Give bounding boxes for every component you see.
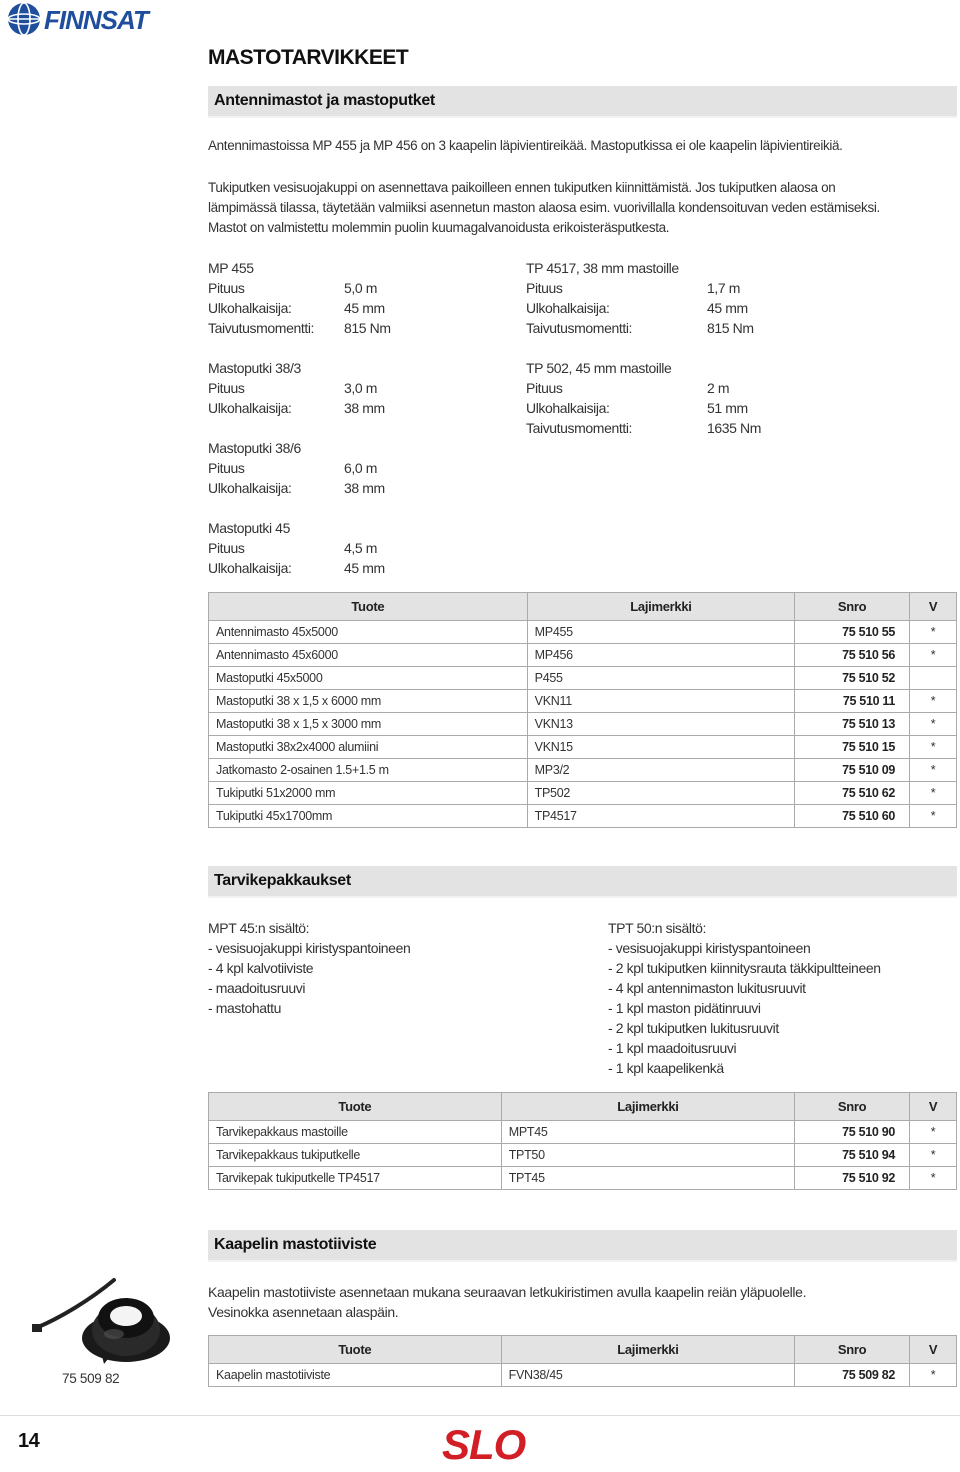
cable-seal-image [30,1268,180,1373]
cell-lajimerkki: TP4517 [527,805,794,828]
product-table-masts [208,592,957,828]
cell-snro: 75 510 92 [795,1167,910,1190]
header-lajimerkki: Lajimerkki [501,1336,795,1364]
header-tuote: Tuote [209,593,528,621]
spec-value: 6,0 m [344,460,378,476]
spec-key: Ulkohalkaisija: [526,300,610,316]
spec-tp502 [526,358,761,438]
cell-snro: 75 510 11 [795,690,910,713]
cell-snro: 75 510 90 [795,1121,910,1144]
spec-key: Taivutusmomentti: [526,320,633,336]
table-row [209,644,957,667]
spec-key: Ulkohalkaisija: [208,560,292,576]
spec-value: 815 Nm [707,320,754,336]
spec-key: Ulkohalkaisija: [208,400,292,416]
table-row [209,621,957,644]
cell-tuote: Mastoputki 38 x 1,5 x 6000 mm [209,690,528,713]
cell-v: * [910,621,957,644]
spec-value: 3,0 m [344,380,378,396]
cell-v: * [910,644,957,667]
header-lajimerkki: Lajimerkki [501,1093,794,1121]
product-table-seal [208,1335,957,1387]
cell-v: * [910,1167,957,1190]
table-row [209,690,957,713]
table-row [209,1167,957,1190]
spec-value: 5,0 m [344,280,378,296]
header-snro: Snro [795,1093,910,1121]
page-number: 14 [18,1430,40,1452]
seal-paragraph-2: Vesinokka asennetaan alaspäin. [208,1304,399,1320]
spec-title: TP 502, 45 mm mastoille [526,360,672,376]
kit-item: - 4 kpl antennimaston lukitusruuvit [608,980,806,996]
cell-v: * [910,782,957,805]
spec-title: Mastoputki 38/3 [208,360,301,376]
cell-tuote: Tukiputki 45x1700mm [209,805,528,828]
section-title: Antennimastot ja mastoputket [214,92,435,109]
kit-item: - maadoitusruuvi [208,980,306,996]
cell-v: * [910,713,957,736]
cell-tuote: Tarvikepakkaus tukiputkelle [209,1144,502,1167]
cell-v: * [910,759,957,782]
spec-value: 815 Nm [344,320,391,336]
spec-key: Taivutusmomentti: [526,420,633,436]
cell-lajimerkki: MP3/2 [527,759,794,782]
spec-title: TP 4517, 38 mm mastoille [526,260,679,276]
cell-snro: 75 510 52 [795,667,910,690]
kit-item: - 1 kpl maston pidätinruuvi [608,1000,761,1016]
spec-title: Mastoputki 45 [208,520,290,536]
cell-lajimerkki: TPT45 [501,1167,794,1190]
cell-v: * [910,736,957,759]
cell-tuote: Tarvikepak tukiputkelle TP4517 [209,1167,502,1190]
spec-key: Pituus [526,280,563,296]
spec-key: Pituus [208,280,245,296]
cell-lajimerkki: MPT45 [501,1121,794,1144]
table-header-row [209,1093,957,1121]
table-row [209,1121,957,1144]
spec-value: 1,7 m [707,280,741,296]
spec-value: 45 mm [344,300,385,316]
cell-snro: 75 510 56 [795,644,910,667]
kit-item: - mastohattu [208,1000,282,1016]
cell-snro: 75 510 09 [795,759,910,782]
header-snro: Snro [795,593,910,621]
cell-snro: 75 510 62 [795,782,910,805]
section-bar-tarvikepakkaukset [208,866,957,898]
section-bar-kaapelin-mastotiiviste [208,1230,957,1262]
spec-value: 38 mm [344,400,385,416]
footer-divider [0,1415,960,1416]
logo-text: FINNSAT [44,5,148,35]
spec-key: Ulkohalkaisija: [526,400,610,416]
cell-lajimerkki: TP502 [527,782,794,805]
cell-snro: 75 510 94 [795,1144,910,1167]
cell-snro: 75 510 13 [795,713,910,736]
kit-mpt45-contents [208,918,410,1018]
kit-item: - 1 kpl maadoitusruuvi [608,1040,737,1056]
spec-key: Taivutusmomentti: [208,320,315,336]
cell-lajimerkki: P455 [527,667,794,690]
kit-item: - vesisuojakuppi kiristyspantoineen [608,940,811,956]
cell-tuote: Kaapelin mastotiiviste [209,1364,502,1387]
spec-value: 51 mm [707,400,748,416]
spec-key: Pituus [208,380,245,396]
cell-snro: 75 510 15 [795,736,910,759]
table-row [209,1364,957,1387]
cell-snro: 75 509 82 [795,1364,910,1387]
spec-title: MP 455 [208,260,254,276]
cell-lajimerkki: VKN13 [527,713,794,736]
cell-tuote: Jatkomasto 2-osainen 1.5+1.5 m [209,759,528,782]
table-row [209,782,957,805]
cell-v: * [910,690,957,713]
kit-item: - 1 kpl kaapelikenkä [608,1060,724,1076]
cell-v [910,667,957,690]
kit-title: TPT 50:n sisältö: [608,920,706,936]
kit-tpt50-contents [608,918,881,1078]
cell-tuote: Mastoputki 38x2x4000 alumiini [209,736,528,759]
cell-v: * [910,1364,957,1387]
cell-tuote: Antennimasto 45x5000 [209,621,528,644]
kit-item: - 2 kpl tukiputken lukitusruuvit [608,1020,779,1036]
spec-key: Ulkohalkaisija: [208,300,292,316]
spec-value: 2 m [707,380,730,396]
kit-item: - 4 kpl kalvotiiviste [208,960,314,976]
section-bar-antennimastot [208,86,957,118]
cell-lajimerkki: VKN11 [527,690,794,713]
image-caption: 75 509 82 [62,1371,120,1386]
product-table-kits [208,1092,957,1190]
section-title: Kaapelin mastotiiviste [214,1236,377,1253]
kit-item: - vesisuojakuppi kiristyspantoineen [208,940,411,956]
spec-mastoputki-45 [208,518,385,578]
spec-value: 1635 Nm [707,420,762,436]
cell-lajimerkki: MP455 [527,621,794,644]
cell-v: * [910,1121,957,1144]
cell-v: * [910,1144,957,1167]
kit-item: - 2 kpl tukiputken kiinnitysrauta täkkipultteineen [608,960,881,976]
header-v: V [910,593,957,621]
finnsat-logo [6,0,178,42]
table-row [209,713,957,736]
page-title: MASTOTARVIKKEET [208,46,409,69]
table-row [209,759,957,782]
spec-mastoputki-38-6 [208,438,385,498]
section-title: Tarvikepakkaukset [214,872,351,889]
spec-key: Pituus [208,540,245,556]
cell-tuote: Mastoputki 38 x 1,5 x 3000 mm [209,713,528,736]
cell-lajimerkki: MP456 [527,644,794,667]
spec-key: Pituus [526,380,563,396]
intro-line-2: lämpimässä tilassa, täytetään valmiiksi asennetun maston alaosa esim. vuorivillalla kondensoituvan veden estämiseksi. [208,200,880,215]
cell-tuote: Tarvikepakkaus mastoille [209,1121,502,1144]
spec-value: 4,5 m [344,540,378,556]
header-tuote: Tuote [209,1336,502,1364]
spec-key: Ulkohalkaisija: [208,480,292,496]
cell-lajimerkki: FVN38/45 [501,1364,795,1387]
table-header-row [209,1336,957,1364]
spec-value: 45 mm [344,560,385,576]
header-v: V [910,1093,957,1121]
cell-tuote: Tukiputki 51x2000 mm [209,782,528,805]
header-tuote: Tuote [209,1093,502,1121]
spec-title: Mastoputki 38/6 [208,440,301,456]
table-row [209,1144,957,1167]
table-row [209,736,957,759]
cell-tuote: Antennimasto 45x6000 [209,644,528,667]
intro-line-3: Mastot on valmistettu molemmin puolin kuumagalvanoidusta erikoisteräsputkesta. [208,220,670,235]
cell-tuote: Mastoputki 45x5000 [209,667,528,690]
header-lajimerkki: Lajimerkki [527,593,794,621]
cell-snro: 75 510 60 [795,805,910,828]
table-row [209,667,957,690]
intro-paragraph-1: Antennimastoissa MP 455 ja MP 456 on 3 kaapelin läpivientireikää. Mastoputkissa ei ole kaapelin läpivientireikiä. [208,138,843,153]
header-v: V [910,1336,957,1364]
cell-lajimerkki: TPT50 [501,1144,794,1167]
spec-value: 45 mm [707,300,748,316]
table-header-row [209,593,957,621]
cell-v: * [910,805,957,828]
spec-value: 38 mm [344,480,385,496]
table-row [209,805,957,828]
spec-tp4517 [526,258,754,338]
spec-key: Pituus [208,460,245,476]
cell-lajimerkki: VKN15 [527,736,794,759]
header-snro: Snro [795,1336,910,1364]
seal-paragraph-1: Kaapelin mastotiiviste asennetaan mukana seuraavan letkukiristimen avulla kaapelin reiän yläpuolelle. [208,1284,807,1300]
spec-mastoputki-38-3 [208,358,385,418]
spec-mp455 [208,258,391,338]
cell-snro: 75 510 55 [795,621,910,644]
kit-title: MPT 45:n sisältö: [208,920,310,936]
slo-logo: SLO [442,1421,526,1468]
intro-line-1: Tukiputken vesisuojakuppi on asennettava paikoilleen ennen tukiputken kiinnittämistä. Jos tukiputken alaosa on [208,180,836,195]
